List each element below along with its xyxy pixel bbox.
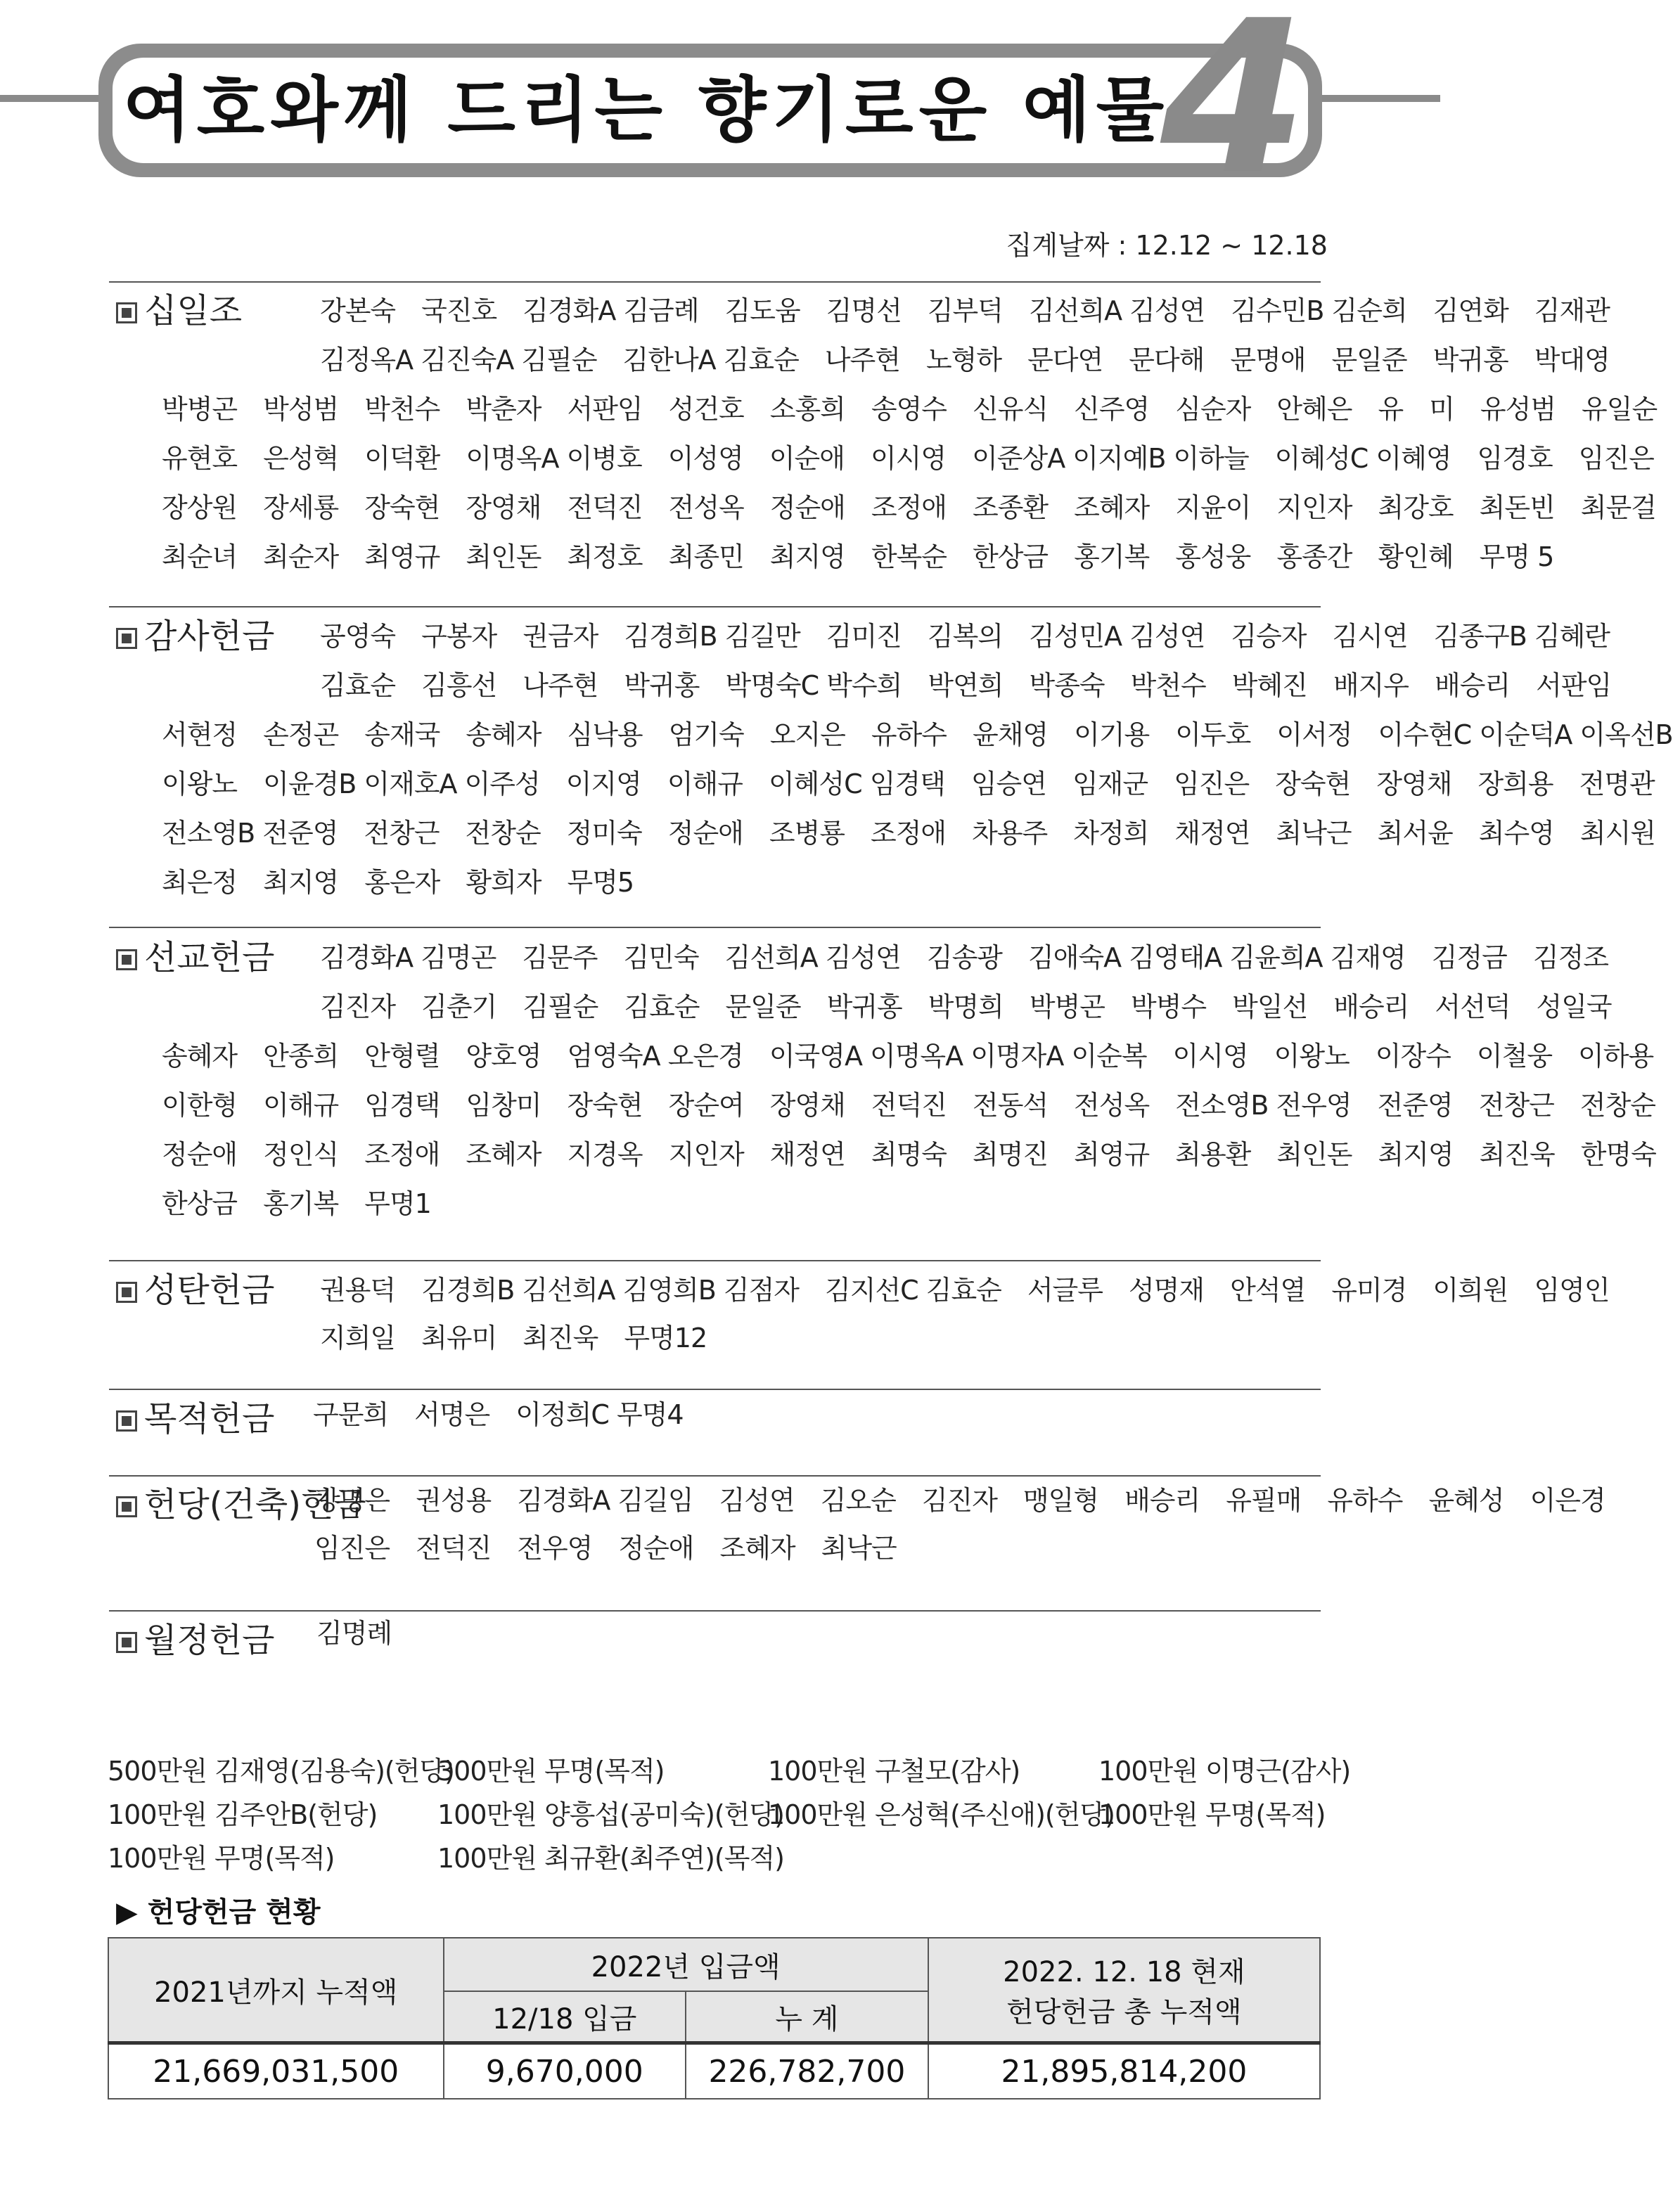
special-donation: 100만원 무명(목적) [1098,1799,1326,1830]
header-cumulative-2021: 2021년까지 누적액 [108,1938,444,2043]
name-line: 정순애 정인식 조정애 조혜자 지경옥 지인자 채정연 최명숙 최명진 최영규 최용환 최인돈 최지영 최진욱 한명숙 [162,1139,1656,1170]
value-subtotal: 226,782,700 [686,2043,928,2100]
square-bullet-icon [116,628,137,649]
square-bullet-icon [116,1282,137,1303]
section-divider [109,606,1321,607]
name-line: 장상원 장세룡 장숙현 장영채 전덕진 전성옥 정순애 조정애 조종환 조혜자 지윤이 지인자 최강호 최돈빈 최문걸 [162,492,1656,523]
special-donation: 300만원 무명(목적) [437,1756,665,1787]
value-cumulative-2021: 21,669,031,500 [108,2043,444,2100]
square-bullet-icon [116,1632,137,1653]
header-total-line2: 헌당헌금 총 누적액 [1006,1996,1242,2028]
name-line: 지희일 최유미 최진욱 무명12 [320,1323,707,1353]
header-total [928,1938,1320,2043]
special-donation: 500만원 김재영(김용숙)(헌당) [108,1756,454,1787]
square-bullet-icon [116,1410,137,1432]
special-donation: 100만원 최규환(최주연)(목적) [437,1843,784,1874]
name-line: 권용덕 김경희B 김선희A 김영희B 김점자 김지선C 김효순 서글루 성명재 안석열 유미경 이희원 임영인 [320,1275,1610,1306]
square-bullet-icon [116,949,137,970]
section-divider [109,1389,1321,1390]
section-purpose [109,1398,1319,1447]
name-line: 강본숙 국진호 김경화A 김금례 김도움 김명선 김부덕 김선희A 김성연 김수민B 김순희 김연화 김재관 [320,295,1610,326]
section-title: 헌당(건축)헌금 [116,1484,366,1526]
name-line: 강명은 권성용 김경화A 김길임 김성연 김오순 김진자 맹일형 배승리 유필매 유하수 윤혜성 이은경 [314,1485,1605,1516]
special-donation: 100만원 김주안B(헌당) [108,1799,378,1830]
name-line: 김진자 김춘기 김필순 김효순 문일준 박귀홍 박명희 박병곤 박병수 박일선 배승리 서선덕 성일국 [320,991,1612,1022]
section-building [109,1484,1605,1582]
name-line: 김효순 김흥선 나주현 박귀홍 박명숙C 박수희 박연희 박종숙 박천수 박혜진 배지우 배승리 서판임 [320,670,1612,701]
status-title: ▶ 헌당헌금 현황 [116,1896,321,1929]
square-bullet-icon [116,302,137,323]
section-title: 성탄헌금 [116,1269,274,1311]
name-line: 최순녀 최순자 최영규 최인돈 최정호 최종민 최지영 한복순 한상금 홍기복 홍성웅 홍종간 황인혜 무명 5 [162,541,1554,572]
section-divider [109,927,1321,928]
special-donation: 100만원 무명(목적) [108,1843,335,1874]
name-line: 송혜자 안종희 안형렬 양호영 엄영숙A 오은경 이국영A 이명옥A 이명자A 이순복 이시영 이왕노 이장수 이철웅 이하용 [162,1041,1654,1072]
name-line: 공영숙 구봉자 권금자 김경희B 김길만 김미진 김복의 김성민A 김성연 김승자 김시연 김종구B 김혜란 [320,621,1610,652]
section-thanks [109,615,1673,898]
section-monthly [109,1619,1319,1668]
section-title: 월정헌금 [116,1619,274,1661]
section-title: 십일조 [116,290,242,332]
special-donation: 100만원 구철모(감사) [768,1756,1020,1787]
name-line: 김명례 [316,1618,392,1649]
section-title: 목적헌금 [116,1398,274,1440]
name-line: 최은정 최지영 홍은자 황희자 무명5 [162,867,634,898]
section-divider [109,281,1321,283]
section-mission [109,937,1656,1219]
value-total: 21,895,814,200 [928,2043,1320,2100]
name-line: 이왕노 이윤경B 이재호A 이주성 이지영 이해규 이혜성C 임경택 임승연 임재군 임진은 장숙현 장영채 장희용 전명관 [162,769,1655,799]
section-divider [109,1475,1321,1477]
section-divider [109,1610,1321,1612]
special-donation: 100만원 은성혁(주신애)(헌당) [768,1799,1115,1830]
name-line: 임진은 전덕진 전우영 정순애 조혜자 최낙근 [314,1533,897,1564]
name-line: 김경화A 김명곤 김문주 김민숙 김선희A 김성연 김송광 김애숙A 김영태A 김윤희A 김재영 김정금 김정조 [320,942,1608,973]
name-line: 서현정 손정곤 송재국 송혜자 심낙용 엄기숙 오지은 유하수 윤채영 이기용 이두호 이서정 이수현C 이순덕A 이옥선B [162,719,1673,750]
name-line: 유현호 은성혁 이덕환 이명옥A 이병호 이성영 이순애 이시영 이준상A 이지예B 이하늘 이혜성C 이혜영 임경호 임진은 [162,443,1654,474]
section-title: 선교헌금 [116,937,274,979]
special-donation: 100만원 양흥섭(공미숙)(헌당) [437,1799,784,1830]
table-row [108,2043,1320,2100]
name-line: 이한형 이해규 임경택 임창미 장숙현 장순여 장영채 전덕진 전동석 전성옥 전소영B 전우영 전준영 전창근 전창순 [162,1090,1656,1121]
date-range: 집계날짜 : 12.12 ~ 12.18 [1006,230,1328,261]
header-total-line1: 2022. 12. 18 현재 [1003,1956,1245,1988]
value-deposit-1218: 9,670,000 [444,2043,686,2100]
building-fund-table [108,1937,1321,2100]
header-deposit-1218: 12/18 입금 [444,1991,686,2043]
page-number: 4 [1160,0,1307,221]
name-line: 구문희 서명은 이정희C 무명4 [313,1399,684,1430]
square-bullet-icon [116,1496,137,1517]
header-subtotal: 누 계 [686,1991,928,2043]
section-tithe [109,290,1658,572]
name-line: 한상금 홍기복 무명1 [162,1188,431,1219]
name-line: 전소영B 전준영 전창근 전창순 정미숙 정순애 조병룡 조정애 차용주 차정희 채정연 최낙근 최서윤 최수영 최시원 [162,818,1656,849]
section-title: 감사헌금 [116,615,274,657]
header-deposits-2022: 2022년 입금액 [444,1938,928,1991]
name-line: 김정옥A 김진숙A 김필순 김한나A 김효순 나주현 노형하 문다연 문다해 문명애 문일준 박귀홍 박대영 [320,345,1610,375]
special-donation: 100만원 이명근(감사) [1098,1756,1351,1787]
name-line: 박병곤 박성범 박천수 박춘자 서판임 성건호 소홍희 송영수 신유식 신주영 심순자 안혜은 유 미 유성범 유일순 [162,394,1658,425]
page-title: 여호와께 드리는 향기로운 예물 [123,69,1170,151]
section-christmas [109,1269,1610,1368]
section-divider [109,1260,1321,1261]
